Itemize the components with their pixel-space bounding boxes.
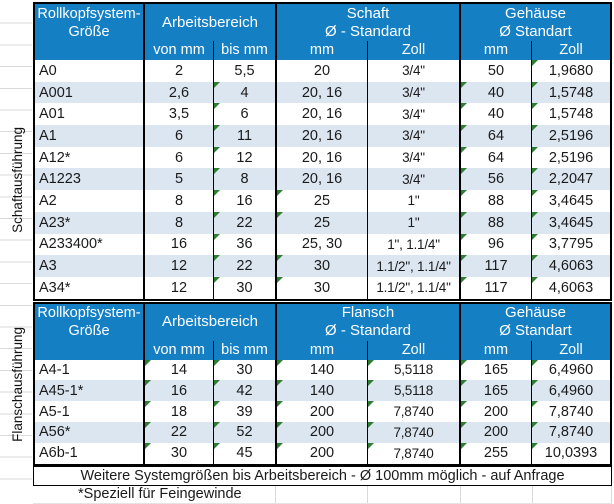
cell[interactable]: 20, 16 xyxy=(275,168,367,190)
cell[interactable]: 3/4" xyxy=(367,168,459,190)
cell[interactable]: 4,6063 xyxy=(531,277,610,299)
header-spacer xyxy=(35,41,143,60)
cell[interactable]: 64 xyxy=(459,147,531,169)
subheader-flansch-zoll[interactable]: Zoll xyxy=(367,341,459,360)
header-line: Gehäuse xyxy=(505,304,566,322)
header-rollkopfsystem-groesse[interactable] xyxy=(35,304,143,341)
cell[interactable]: 1,9680 xyxy=(531,60,610,82)
cell[interactable]: 1,5748 xyxy=(531,103,610,125)
cell[interactable]: 2 xyxy=(143,60,213,82)
cell[interactable]: 1" xyxy=(367,212,459,234)
cell[interactable]: 30 xyxy=(213,277,275,299)
cell[interactable]: 5,5118 xyxy=(367,380,459,401)
cell[interactable]: 8 xyxy=(143,212,213,234)
header-line: Rollkopfsystem- xyxy=(37,5,141,22)
cell[interactable]: 1" xyxy=(367,190,459,212)
cell[interactable]: 117 xyxy=(459,255,531,277)
header-line: Arbeitsbereich xyxy=(162,313,258,331)
cell[interactable]: 30 xyxy=(213,360,275,381)
cell[interactable]: 5,5 xyxy=(213,60,275,82)
subheader-flansch-mm[interactable]: mm xyxy=(275,341,367,360)
cell[interactable]: 12 xyxy=(143,255,213,277)
cell[interactable]: A5-1 xyxy=(39,403,70,420)
cell[interactable]: 3,4645 xyxy=(531,212,610,234)
header-line: Ø Standart xyxy=(499,322,572,340)
cell[interactable]: 7,8740 xyxy=(367,443,459,464)
header-line: Flansch xyxy=(341,304,395,322)
cell[interactable]: 3/4" xyxy=(367,125,459,147)
cell[interactable]: 3/4" xyxy=(367,82,459,104)
cell[interactable]: 200 xyxy=(275,401,367,422)
cell[interactable]: 30 xyxy=(143,443,213,464)
subheader-gehaeuse-mm[interactable]: mm xyxy=(459,41,531,60)
table-row[interactable] xyxy=(35,422,610,443)
cell[interactable]: 12 xyxy=(213,147,275,169)
section-label-schaftausfuehrung[interactable] xyxy=(2,60,32,299)
cell[interactable]: 14 xyxy=(143,360,213,381)
header-line: Gehäuse xyxy=(505,4,566,22)
cell[interactable]: 7,8740 xyxy=(531,422,610,443)
cell[interactable]: 20, 16 xyxy=(275,103,367,125)
cell[interactable]: 140 xyxy=(275,380,367,401)
header-line: Größe xyxy=(68,23,110,40)
cell[interactable]: 1.1/2", 1.1/4" xyxy=(367,255,459,277)
header-group-gehaeuse[interactable] xyxy=(459,304,610,341)
table-row[interactable] xyxy=(35,147,610,169)
table-row[interactable] xyxy=(35,234,610,256)
table-area xyxy=(33,2,612,504)
header-line: Größe xyxy=(68,323,110,340)
cell[interactable]: 11 xyxy=(213,125,275,147)
subheader-schaft-zoll[interactable]: Zoll xyxy=(367,41,459,60)
cell[interactable]: A45-1* xyxy=(39,382,84,399)
table-row[interactable] xyxy=(35,360,610,381)
cell[interactable]: 200 xyxy=(275,422,367,443)
flansch-table xyxy=(33,302,612,466)
header-line: Rollkopfsystem- xyxy=(37,305,141,322)
cell[interactable]: 40 xyxy=(459,103,531,125)
cell[interactable]: 6,4960 xyxy=(531,360,610,381)
cell[interactable]: 50 xyxy=(459,60,531,82)
cell[interactable]: 22 xyxy=(143,422,213,443)
cell[interactable]: 1.1/2", 1.1/4" xyxy=(367,277,459,299)
table-row[interactable] xyxy=(35,212,610,234)
subheader-gehaeuse-mm[interactable]: mm xyxy=(459,341,531,360)
cell[interactable]: A001 xyxy=(39,84,73,101)
cell[interactable]: 18 xyxy=(143,401,213,422)
cell[interactable]: 165 xyxy=(459,360,531,381)
subheader-von-mm[interactable]: von mm xyxy=(143,341,213,360)
table-row[interactable] xyxy=(35,277,610,299)
header-line: Ø - Standard xyxy=(325,322,411,340)
header-group-gehaeuse[interactable] xyxy=(459,4,610,41)
cell[interactable]: 20, 16 xyxy=(275,147,367,169)
header-line: Schaft xyxy=(346,4,390,22)
cell[interactable]: 52 xyxy=(213,422,275,443)
cell[interactable]: 2,2047 xyxy=(531,168,610,190)
table-header xyxy=(35,304,610,360)
cell[interactable]: 117 xyxy=(459,277,531,299)
cell[interactable]: 20 xyxy=(275,60,367,82)
cell[interactable]: A1223 xyxy=(39,171,81,188)
table-row[interactable] xyxy=(35,401,610,422)
cell[interactable]: 45 xyxy=(213,443,275,464)
header-line: Ø - Standard xyxy=(325,22,411,40)
cell[interactable]: 6 xyxy=(213,103,275,125)
cell[interactable]: 140 xyxy=(275,360,367,381)
cell[interactable]: 10,0393 xyxy=(531,443,610,464)
cell[interactable]: 8 xyxy=(213,168,275,190)
cell[interactable]: 7,8740 xyxy=(531,401,610,422)
cell[interactable]: 22 xyxy=(213,255,275,277)
cell[interactable]: A2 xyxy=(39,192,57,209)
cell[interactable]: 20, 16 xyxy=(275,125,367,147)
cell[interactable]: 200 xyxy=(275,443,367,464)
cell[interactable]: 64 xyxy=(459,125,531,147)
subheader-gehaeuse-zoll[interactable]: Zoll xyxy=(531,341,610,360)
cell[interactable]: 40 xyxy=(459,82,531,104)
table-row[interactable] xyxy=(35,103,610,125)
cell[interactable]: A12* xyxy=(39,149,71,166)
header-group-flansch[interactable] xyxy=(275,304,459,341)
cell[interactable]: 3/4" xyxy=(367,103,459,125)
cell[interactable]: 200 xyxy=(459,401,531,422)
header-line: Ø Standart xyxy=(499,22,572,40)
cell[interactable]: 25, 30 xyxy=(275,234,367,256)
cell[interactable]: 200 xyxy=(459,422,531,443)
cell[interactable]: 1", 1.1/4" xyxy=(367,234,459,256)
header-line: Arbeitsbereich xyxy=(162,13,258,31)
cell[interactable]: 3,4645 xyxy=(531,190,610,212)
cell[interactable]: A233400* xyxy=(39,236,103,253)
cell[interactable]: 7,8740 xyxy=(367,422,459,443)
cell[interactable]: 36 xyxy=(213,234,275,256)
cell[interactable]: 255 xyxy=(459,443,531,464)
table-row[interactable] xyxy=(35,443,610,464)
cell[interactable]: 16 xyxy=(213,190,275,212)
table-row[interactable] xyxy=(35,168,610,190)
footer-note-systemgroessen[interactable]: Weitere Systemgrößen bis Arbeitsbereich - Ø 100mm möglich - auf Anfrage xyxy=(33,466,612,486)
cell[interactable]: 3/4" xyxy=(367,147,459,169)
cell[interactable]: 22 xyxy=(213,212,275,234)
subheader-bis-mm[interactable]: bis mm xyxy=(213,41,275,60)
cell[interactable]: A56* xyxy=(39,424,71,441)
cell[interactable]: 96 xyxy=(459,234,531,256)
cell[interactable]: 2,5196 xyxy=(531,125,610,147)
table-row[interactable] xyxy=(35,380,610,401)
vertical-label: Flanschausführung xyxy=(9,326,25,442)
subheader-gehaeuse-zoll[interactable]: Zoll xyxy=(531,41,610,60)
cell[interactable]: 3,5 xyxy=(143,103,213,125)
table-row[interactable] xyxy=(35,190,610,212)
cell[interactable]: A01 xyxy=(39,106,65,123)
cell[interactable]: 4 xyxy=(213,82,275,104)
header-group-arbeitsbereich[interactable] xyxy=(143,4,275,41)
header-group-schaft[interactable] xyxy=(275,4,459,41)
schaft-table xyxy=(33,2,612,301)
cell[interactable]: A34* xyxy=(39,279,71,296)
header-group-arbeitsbereich[interactable] xyxy=(143,304,275,341)
footer-note-feingewinde[interactable]: *Speziell für Feingewinde xyxy=(33,486,612,504)
subheader-von-mm[interactable]: von mm xyxy=(143,41,213,60)
header-rollkopfsystem-groesse[interactable] xyxy=(35,4,143,41)
cell[interactable]: 7,8740 xyxy=(367,401,459,422)
cell[interactable]: 42 xyxy=(213,380,275,401)
cell[interactable]: 88 xyxy=(459,212,531,234)
vertical-label: Schaftausführung xyxy=(9,126,25,233)
table-row[interactable] xyxy=(35,60,610,82)
table-row[interactable] xyxy=(35,255,610,277)
cell[interactable]: 12 xyxy=(143,277,213,299)
section-label-flanschausfuehrung[interactable] xyxy=(2,302,32,466)
cell[interactable]: 1,5748 xyxy=(531,82,610,104)
cell[interactable]: A3 xyxy=(39,258,57,275)
cell[interactable]: 30 xyxy=(275,255,367,277)
cell[interactable]: 16 xyxy=(143,234,213,256)
cell[interactable]: 3/4" xyxy=(367,60,459,82)
cell[interactable]: 2,6 xyxy=(143,82,213,104)
cell[interactable]: 16 xyxy=(143,380,213,401)
cell[interactable]: 6 xyxy=(143,147,213,169)
cell[interactable]: 20, 16 xyxy=(275,82,367,104)
cell[interactable]: 25 xyxy=(275,190,367,212)
cell[interactable]: 56 xyxy=(459,168,531,190)
cell[interactable]: 3,7795 xyxy=(531,234,610,256)
cell[interactable]: 25 xyxy=(275,212,367,234)
cell[interactable]: 165 xyxy=(459,380,531,401)
subheader-bis-mm[interactable]: bis mm xyxy=(213,341,275,360)
cell[interactable]: A0 xyxy=(39,62,57,79)
subheader-schaft-mm[interactable]: mm xyxy=(275,41,367,60)
cell[interactable]: 6 xyxy=(143,125,213,147)
cell[interactable]: A6b-1 xyxy=(39,445,78,462)
table-row[interactable] xyxy=(35,125,610,147)
cell[interactable]: 5 xyxy=(143,168,213,190)
cell[interactable]: 6,4960 xyxy=(531,380,610,401)
cell[interactable]: 2,5196 xyxy=(531,147,610,169)
cell[interactable]: 8 xyxy=(143,190,213,212)
cell[interactable]: 5,5118 xyxy=(367,360,459,381)
cell[interactable]: 4,6063 xyxy=(531,255,610,277)
cell[interactable]: 88 xyxy=(459,190,531,212)
table-header xyxy=(35,4,610,60)
cell[interactable]: 39 xyxy=(213,401,275,422)
cell[interactable]: 30 xyxy=(275,277,367,299)
cell[interactable]: A1 xyxy=(39,127,57,144)
table-row[interactable] xyxy=(35,82,610,104)
cell[interactable]: A23* xyxy=(39,214,71,231)
cell[interactable]: A4-1 xyxy=(39,361,70,378)
header-spacer xyxy=(35,341,143,360)
